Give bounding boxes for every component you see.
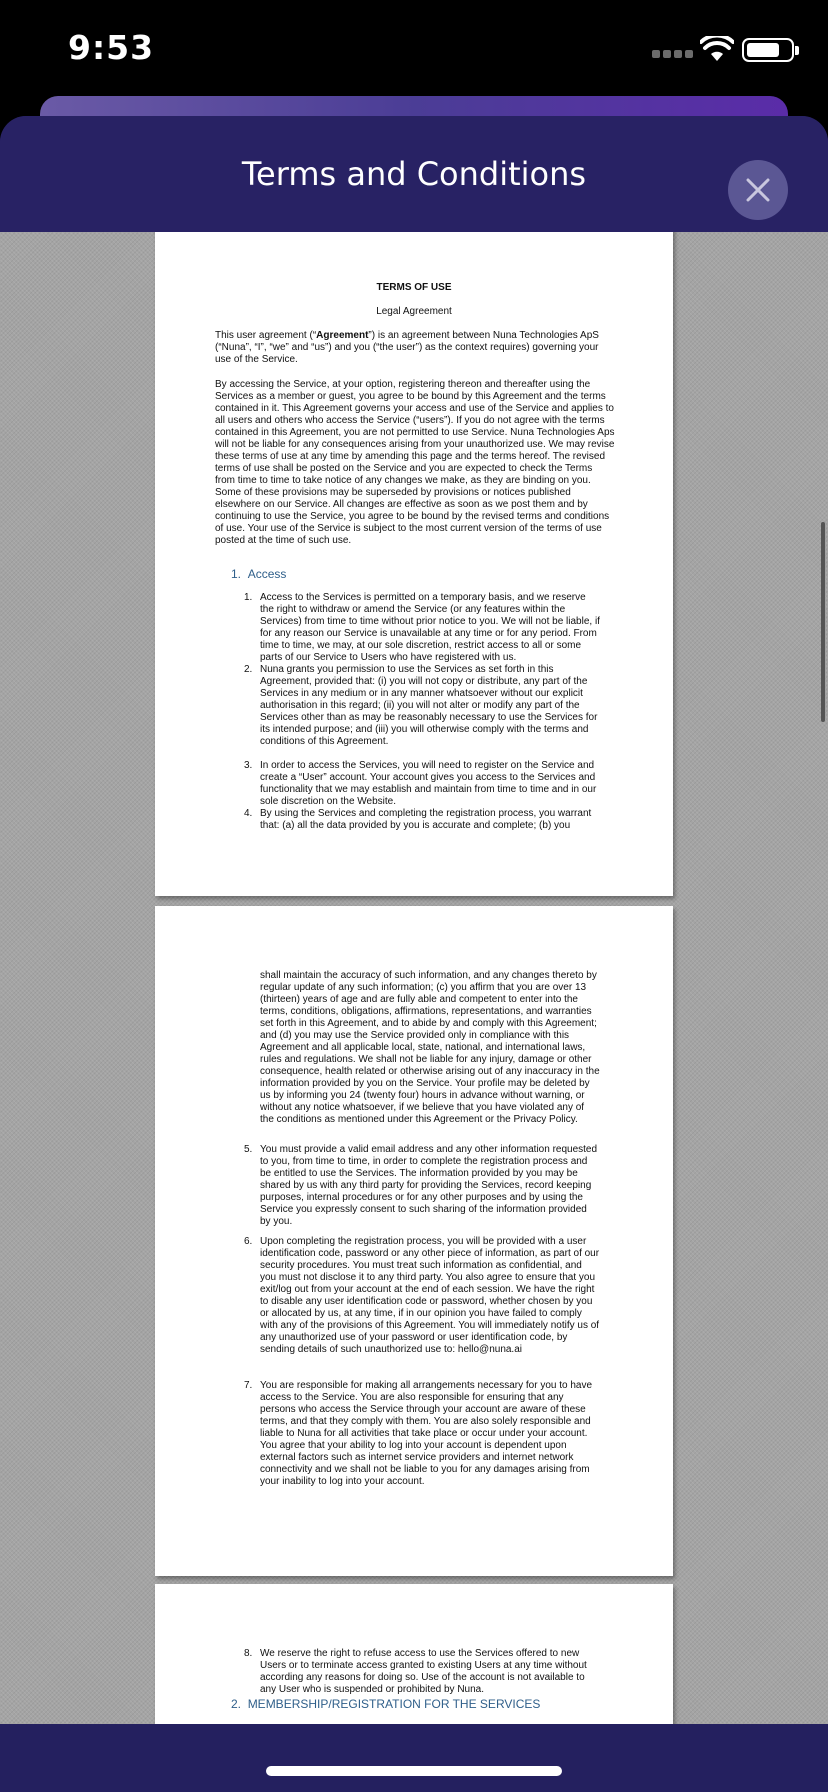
modal-title: Terms and Conditions [241, 155, 587, 193]
list-text: By using the Services and completing the registration process, you warrant that: (a) all the data provided by you is accurate and complete; (b) you [260, 808, 592, 831]
list-text: You are responsible for making all arrangements necessary for you to have access to the Service. You are also responsible for ensuring that any persons who access the Service through your account are aware of these terms, and that they comply with them. You are also solely responsible and liable to Nuna for all activities that take place or occur under your account. You agree that your ability to log into your account is dependent upon external factors such as internet service providers and internet network connectivity and we shall not be liable to you for any damages arising from your inability to log into your account. [260, 1380, 593, 1487]
list-item [244, 760, 600, 808]
list-item [244, 1144, 600, 1228]
list-text: We reserve the right to refuse access to use the Services offered to new Users or to terminate access granted to existing Users at any time without according any reasons for doing so. Use of the account is not available to any User who is suspended or prohibited by Nuna. [260, 1648, 587, 1695]
document-title: TERMS OF USE [376, 282, 452, 293]
scope-paragraph: By accessing the Service, at your option, registering thereon and thereafter using the Services as a member or guest, you agree to be bound by this Agreement and the terms contained in it. This Agreement governs your access and use of the Service and applies to all users and others who access the Service (“users”). If you do not agree with the terms contained in this Agreement, you are not permitted to use Service. Nuna Technologies Aps will not be liable for any consequences arising from your unauthorized use. We may revise these terms of use at any time by amending this page and the terms hereof. The revised terms of use shall be posted on the Service and you are expected to check the Terms from time to time to take notice of any changes we make, as they are binding on you. Some of these provisions may be superseded by provisions or notices published elsewhere on our Service. All changes are effective as soon as we post them and by continuing to use the Service, you agree to be bound by the revised terms and conditions of use. Your use of the Service is subject to the most current version of the terms of use posted at the time of such use. [215, 379, 615, 546]
close-icon [746, 178, 770, 202]
list-number: 7. [244, 1380, 253, 1391]
status-time: 9:53 [68, 28, 155, 67]
list-number: 4. [244, 808, 253, 819]
document-page-1 [155, 232, 673, 896]
list-item [244, 592, 600, 664]
home-indicator[interactable] [266, 1766, 562, 1776]
intro-text-end: ”) is an agreement between Nuna Technologies ApS (“Nuna”, “I”, “we” and “us”) and you (“the user”) as the context requires) governing your use of the Service. [215, 330, 599, 365]
list-number: 6. [244, 1236, 253, 1247]
section-title: Access [247, 567, 287, 581]
list-item [244, 664, 600, 748]
list-item [260, 970, 600, 1126]
cellular-signal-icon [652, 50, 693, 58]
list-number: 5. [244, 1144, 253, 1155]
list-item [244, 1236, 600, 1356]
list-item [244, 808, 600, 832]
section-number: 2. [231, 1697, 242, 1711]
close-button[interactable] [728, 160, 788, 220]
bottom-bar [0, 1724, 828, 1792]
document-viewer[interactable] [0, 232, 828, 1724]
document-page-3 [155, 1584, 673, 1724]
document-page-2 [155, 906, 673, 1576]
list-text: Upon completing the registration process, you will be provided with a user identification code, password or any other piece of information, as part of our security procedures. You must treat such information as confidential, and you must not disclose it to any third party. You also agree to ensure that you exit/log out from your account at the end of each session. We have the right to disable any user identification code or password, whether chosen by you or allocated by us, at any time, if in our opinion you have failed to comply with any of the provisions of this Agreement. You will immediately notify us of any unauthorized use of your password or user identification code, by sending details of such unauthorized use to: hello@nuna.ai [260, 1236, 600, 1355]
list-item [244, 1380, 600, 1488]
intro-paragraph [215, 330, 615, 366]
section-2-heading [231, 1698, 540, 1710]
list-text: In order to access the Services, you will need to register on the Service and create a “User” account. Your account gives you access to the Services and functionality that we may establish and maintain from time to time and in our sole discretion on the Website. [260, 760, 597, 807]
scrollbar[interactable] [821, 522, 825, 722]
list-number: 3. [244, 760, 253, 771]
section-number: 1. [231, 567, 242, 581]
battery-icon [742, 38, 794, 62]
terms-modal [0, 116, 828, 1792]
intro-text: This user agreement (“ [215, 330, 317, 341]
wifi-icon [700, 36, 734, 62]
list-text: You must provide a valid email address and any other information requested to you, from time to time, in order to complete the registration process and be entitled to use the Services. The information provided by you may be shared by us with any third party for providing the Services, record keeping purposes, internal procedures or for any other purposes and by using the Service you expressly consent to such sharing of the information provided by you. [260, 1144, 598, 1227]
list-text: shall maintain the accuracy of such information, and any changes thereto by regular update of any such information; (c) you affirm that you are over 13 (thirteen) years of age and are fully able and competent to enter into the terms, conditions, obligations, affirmations, representations, and warranties set forth in this Agreement, and to abide by and comply with this Agreement; and (d) you may use the Service provided only in compliance with this Agreement and all applicable local, state, national, and international laws, rules and regulations. We shall not be liable for any injury, damage or other consequence, health related or otherwise arising out of any inaccuracy in the information provided by you on the Service. Your profile may be deleted by us by informing you 24 (twenty four) hours in advance without warning, or without any notice whatsoever, if we believe that you have violated any of the conditions as mentioned under this Agreement or the Privacy Policy. [260, 970, 600, 1125]
document-subtitle: Legal Agreement [376, 306, 452, 317]
status-bar [0, 0, 828, 96]
modal-header [0, 116, 828, 232]
section-1-heading [231, 568, 286, 580]
list-number: 8. [244, 1648, 253, 1659]
list-item [244, 1648, 600, 1696]
list-number: 1. [244, 592, 253, 603]
intro-bold: Agreement [316, 330, 369, 341]
list-number: 2. [244, 664, 253, 675]
section-title: MEMBERSHIP/REGISTRATION FOR THE SERVICES [247, 1697, 541, 1711]
list-text: Access to the Services is permitted on a temporary basis, and we reserve the right to withdraw or amend the Service (or any features within the Services) from time to time without prior notice to you. We will not be liable, if for any reason our Service is unavailable at any time or for any period. From time to time, we may, at our sole discretion, restrict access to all or some parts of our Service to Users who have registered with us. [260, 592, 600, 663]
list-text: Nuna grants you permission to use the Services as set forth in this Agreement, provided that: (i) you will not copy or distribute, any part of the Services in any medium or in any manner whatsoever without our explicit authorisation in this regard; (ii) you will not alter or modify any part of the Services other than as may be reasonably necessary to use the Services for its intended purpose; and (iii) you will otherwise comply with the terms and conditions of this Agreement. [260, 664, 598, 747]
